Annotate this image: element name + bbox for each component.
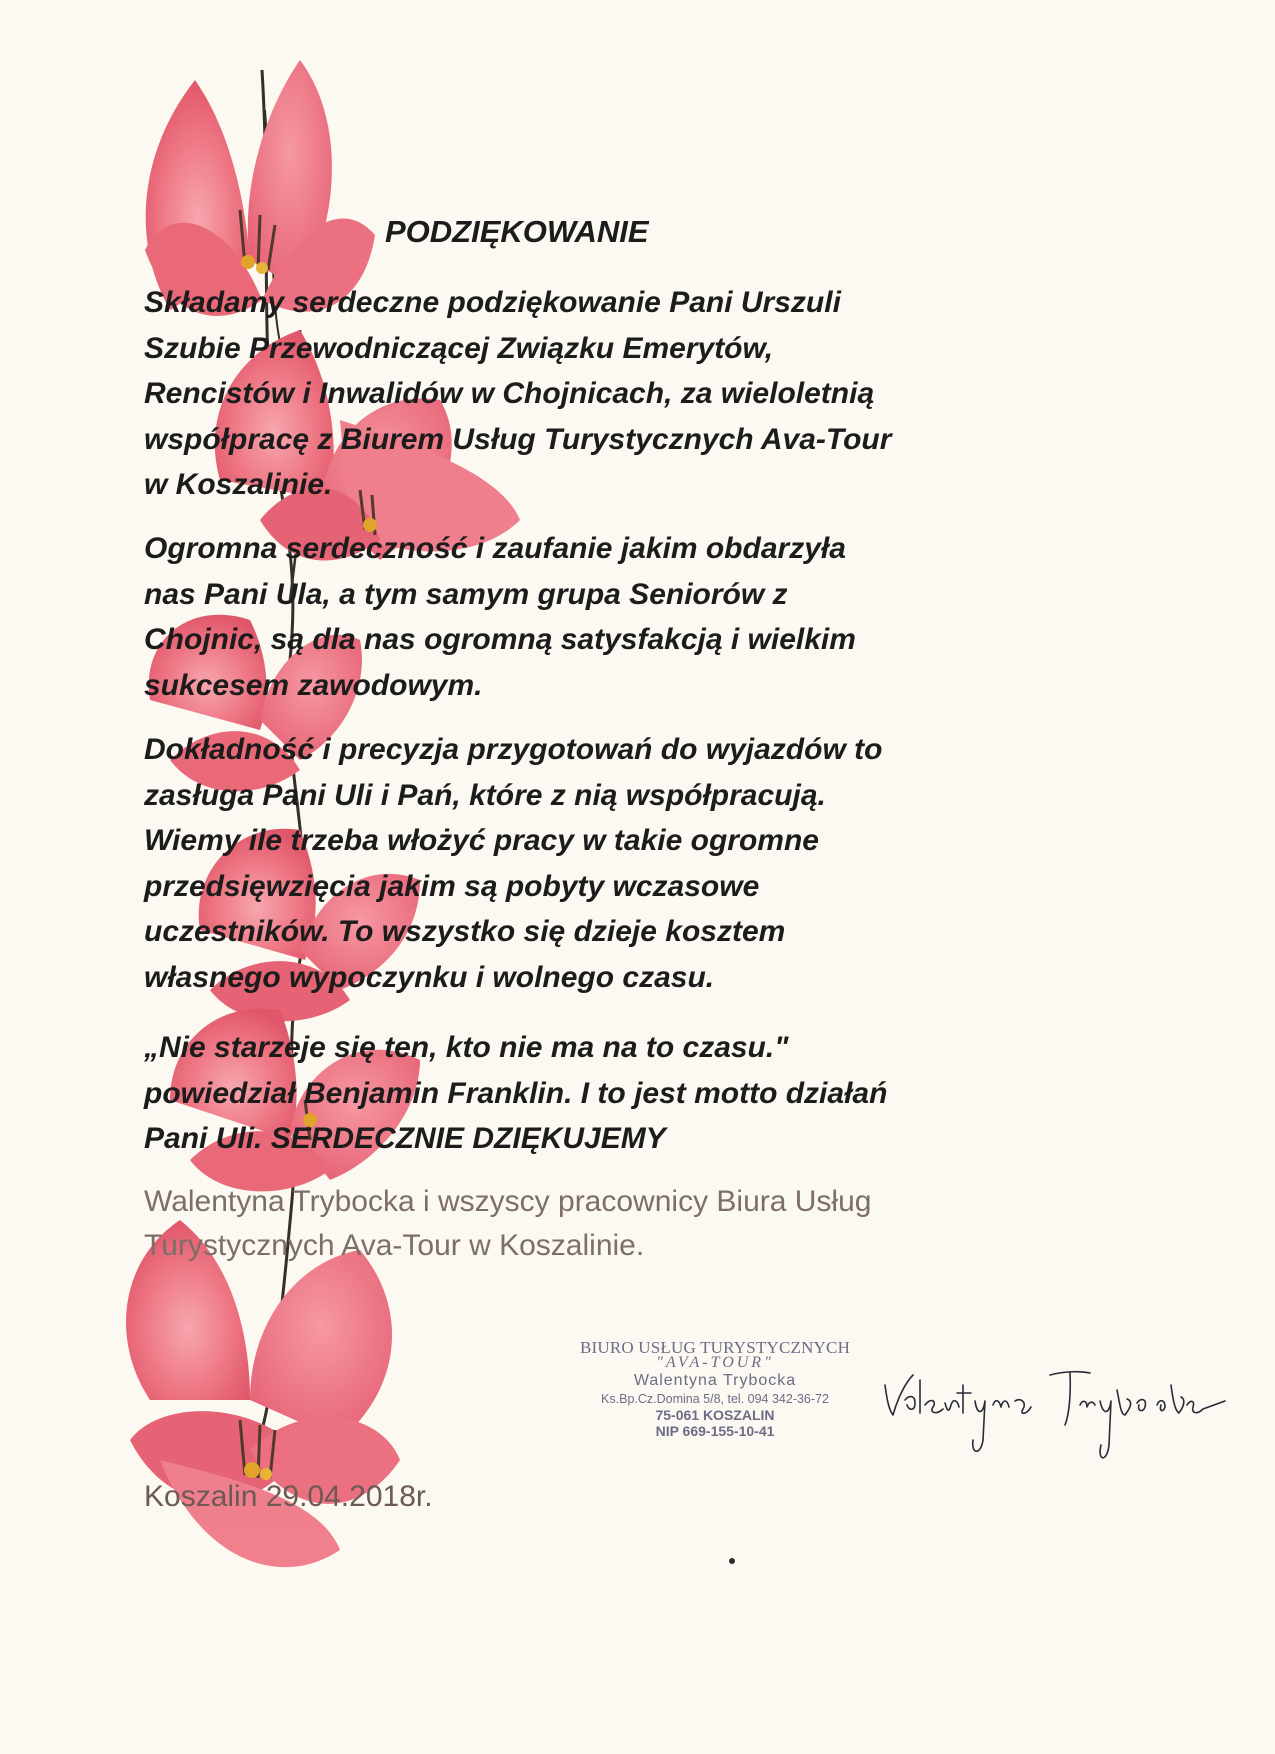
stamp-line: Ks.Bp.Cz.Domina 5/8, tel. 094 342-36-72 [601, 1392, 829, 1406]
signoff-line: Turystycznych Ava-Tour w Koszalinie. [144, 1229, 645, 1262]
text-line: Ogromna serdeczność i zaufanie jakim obdarzyła [144, 532, 846, 565]
handwritten-signature [875, 1345, 1235, 1475]
text-line: uczestników. To wszystko się dzieje kosztem [144, 915, 786, 949]
stamp-line: "AVA-TOUR" [656, 1354, 774, 1371]
stamp-line: Walentyna Trybocka [633, 1372, 797, 1389]
paragraph-1 [144, 280, 1124, 508]
ink-dot [729, 1558, 735, 1564]
text-line: Szubie Przewodniczącej Związku Emerytów, [144, 331, 774, 365]
text-line: Pani Uli. SERDECZNIE DZIĘKUJEMY [144, 1122, 666, 1156]
tulip-flower-icon [126, 1220, 400, 1567]
text-line: Dokładność i precyzja przygotowań do wyjazdów to [144, 733, 883, 766]
paragraph-3 [144, 727, 1124, 1001]
tulip-flower-icon [145, 60, 375, 316]
text-line: współpracę z Biurem Usług Turystycznych Ava-Tour [144, 422, 892, 456]
stamp-line: BIURO USŁUG TURYSTYCZNYCH [579, 1338, 851, 1357]
signoff-line: Walentyna Trybocka i wszyscy pracownicy Biura Usług [144, 1185, 872, 1218]
text-line: własnego wypoczynku i wolnego czasu. [144, 960, 715, 994]
text-line: „Nie starzeje się ten, kto nie ma na to czasu." [144, 1031, 789, 1064]
document-title: PODZIĘKOWANIE [385, 214, 649, 249]
text-line: w Koszalinie. [144, 468, 333, 502]
paragraph-4-quote [144, 1025, 1124, 1162]
text-line: powiedział Benjamin Franklin. I to jest motto działań [144, 1076, 888, 1110]
text-line: nas Pani Ula, a tym samym grupa Seniorów z [144, 577, 788, 611]
text-line: Chojnic, są dla nas ogromną satysfakcją i wielkim [144, 623, 856, 657]
text-line: Rencistów i Inwalidów w Chojnicach, za wieloletnią [144, 377, 875, 411]
company-stamp [560, 1338, 870, 1439]
text-line: przedsięwzięcia jakim są pobyty wczasowe [144, 869, 760, 903]
signoff [144, 1180, 1124, 1268]
text-line: Składamy serdeczne podziękowanie Pani Urszuli [144, 286, 841, 319]
text-line: sukcesem zawodowym. [144, 668, 483, 702]
text-line: zasługa Pani Uli i Pań, które z nią współpracują. [144, 778, 826, 812]
paragraph-2 [144, 526, 1124, 708]
text-line: Wiemy ile trzeba włożyć pracy w takie ogromne [144, 824, 819, 858]
place-date: Koszalin 29.04.2018r. [144, 1480, 433, 1513]
stamp-line: 75-061 KOSZALIN [655, 1407, 775, 1423]
stamp-line: NIP 669-155-10-41 [655, 1423, 775, 1439]
